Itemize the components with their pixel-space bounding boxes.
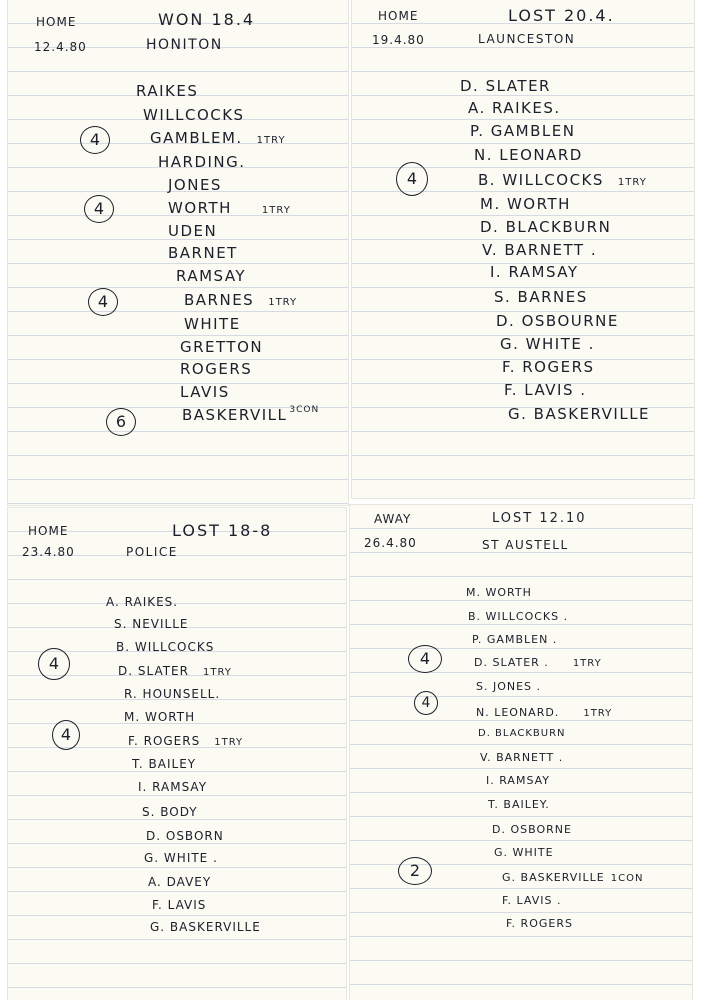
player-name: D. BLACKBURN <box>478 728 566 739</box>
player-name: S. JONES . <box>476 680 542 693</box>
circled-mark: 4 <box>52 720 80 750</box>
player-name: N. LEONARD. <box>476 706 560 719</box>
sheet-venue: AWAY <box>374 512 412 526</box>
player-row <box>118 665 232 678</box>
player-name: I. RAMSAY <box>138 780 208 794</box>
sheet-date: 12.4.80 <box>34 40 87 54</box>
player-row <box>502 895 562 906</box>
team-sheet-police <box>8 508 346 1000</box>
circled-mark: 4 <box>84 195 114 223</box>
player-name: WORTH <box>168 199 232 217</box>
player-row <box>136 84 198 99</box>
sheet-result: WON 18.4 <box>158 10 256 29</box>
player-row <box>152 899 206 911</box>
player-row <box>146 830 224 842</box>
player-name: RAIKES <box>136 82 199 100</box>
player-row <box>180 385 230 400</box>
player-score-note: 1TRY <box>202 667 232 678</box>
player-row <box>480 220 611 235</box>
player-name: RAMSAY <box>176 267 247 285</box>
player-name: BASKERVILL <box>182 406 288 424</box>
player-name: A. DAVEY <box>148 875 212 889</box>
player-name: HARDING. <box>158 153 246 171</box>
player-name: A. RAIKES. <box>468 99 561 117</box>
player-name: D. OSBOURNE <box>496 312 619 330</box>
player-row <box>474 657 602 669</box>
player-row <box>148 876 211 888</box>
player-name: N. LEONARD <box>474 146 583 164</box>
player-name: D. SLATER <box>460 77 551 95</box>
player-row <box>492 824 572 835</box>
player-name: D. SLATER <box>118 664 189 678</box>
sheet-opponent: POLICE <box>126 545 178 559</box>
player-row <box>114 618 189 630</box>
player-row <box>486 775 550 786</box>
player-name: B. WILLCOCKS . <box>468 610 569 623</box>
player-row <box>494 290 588 305</box>
player-row <box>180 340 263 355</box>
circled-mark: 6 <box>106 408 136 436</box>
player-row <box>474 148 583 163</box>
player-row <box>470 124 575 139</box>
player-name: F. ROGERS <box>502 358 595 376</box>
player-row <box>184 293 297 308</box>
sheet-date: 19.4.80 <box>372 33 425 47</box>
team-sheet-st-austell <box>350 505 692 1000</box>
player-row <box>180 362 252 377</box>
player-score-note: 1TRY <box>617 177 647 188</box>
player-row <box>168 246 238 261</box>
player-row <box>468 101 561 116</box>
sheet-venue: HOME <box>378 9 419 23</box>
player-score-note: 3CON <box>289 405 320 415</box>
player-row <box>478 729 566 739</box>
player-name: M. WORTH <box>124 710 196 724</box>
player-name: P. GAMBLEN . <box>472 633 558 646</box>
player-name: JONES <box>168 176 222 194</box>
player-row <box>504 383 587 398</box>
player-name: A. RAIKES. <box>106 595 179 609</box>
player-name: B. WILLCOCKS <box>478 171 604 189</box>
player-name: T. BAILEY <box>132 757 197 771</box>
player-row <box>506 918 573 929</box>
player-row <box>500 337 595 352</box>
player-name: LAVIS <box>180 383 230 401</box>
sheet-opponent: ST AUSTELL <box>482 538 569 552</box>
player-row <box>168 224 217 239</box>
sheet-result: LOST 20.4. <box>508 6 615 25</box>
sheet-result: LOST 18-8 <box>172 521 273 540</box>
player-row <box>124 688 220 700</box>
sheet-venue: HOME <box>36 15 77 29</box>
circled-mark: 2 <box>398 857 432 885</box>
player-name: F. ROGERS <box>506 917 573 930</box>
circled-mark: 4 <box>396 162 428 196</box>
player-score-note: 1TRY <box>214 737 244 748</box>
player-row <box>508 407 650 422</box>
circled-mark: 4 <box>88 288 118 316</box>
player-row <box>128 735 243 748</box>
player-row <box>482 243 597 258</box>
player-row <box>143 108 245 123</box>
player-row <box>168 178 222 193</box>
circled-mark: 4 <box>408 645 442 673</box>
player-name: D. OSBORN <box>146 829 224 843</box>
player-score-note: 1TRY <box>268 297 298 308</box>
player-name: ROGERS <box>180 360 253 378</box>
player-row <box>176 269 246 284</box>
player-name: BARNES <box>184 291 255 309</box>
player-name: F. LAVIS . <box>504 381 587 399</box>
player-name: S. NEVILLE <box>114 617 189 631</box>
player-score-note: 1TRY <box>572 658 602 669</box>
player-row <box>466 587 532 598</box>
circled-mark: 4 <box>38 648 70 680</box>
player-name: G. BASKERVILLE <box>508 405 651 423</box>
player-score-note: 1TRY <box>261 205 291 216</box>
player-row <box>476 707 612 719</box>
player-row <box>150 921 261 933</box>
player-name: V. BARNETT . <box>480 751 564 764</box>
sheet-opponent: LAUNCESTON <box>478 32 576 46</box>
player-name: D. OSBORNE <box>492 823 572 836</box>
player-name: G. BASKERVILLE <box>502 871 605 884</box>
player-name: S. BODY <box>142 805 198 819</box>
player-name: G. WHITE <box>494 846 554 859</box>
player-row <box>116 641 214 653</box>
circled-mark: 4 <box>414 691 438 715</box>
player-name: WILLCOCKS <box>143 106 245 124</box>
player-name: F. LAVIS <box>152 898 207 912</box>
player-name: UDEN <box>168 222 218 240</box>
player-name: G. WHITE . <box>500 335 595 353</box>
player-row <box>168 201 291 216</box>
player-row <box>150 131 286 146</box>
player-name: I. RAMSAY <box>486 774 551 787</box>
player-row <box>472 634 557 645</box>
player-row <box>468 611 568 622</box>
team-sheet-launceston <box>352 0 694 498</box>
player-name: G. BASKERVILLE <box>150 920 261 934</box>
sheet-date: 26.4.80 <box>364 536 417 550</box>
sheet-result: LOST 12.10 <box>492 511 587 526</box>
player-row <box>184 317 241 332</box>
player-name: V. BARNETT . <box>482 241 598 259</box>
player-row <box>182 405 320 424</box>
player-name: I. RAMSAY <box>490 263 579 281</box>
sheet-opponent: HONITON <box>146 37 223 53</box>
player-score-note: 1TRY <box>583 708 613 719</box>
player-name: S. BARNES <box>494 288 588 306</box>
player-row <box>460 79 551 94</box>
player-name: D. BLACKBURN <box>480 218 612 236</box>
player-row <box>144 852 218 864</box>
player-row <box>494 847 554 858</box>
player-row <box>138 781 207 793</box>
player-row <box>488 799 550 810</box>
player-row <box>142 806 198 818</box>
player-row <box>502 360 595 375</box>
player-row <box>480 197 571 212</box>
player-name: F. LAVIS . <box>502 894 562 907</box>
player-name: B. WILLCOCKS <box>116 640 215 654</box>
player-row <box>502 872 643 884</box>
player-name: D. SLATER . <box>474 656 549 669</box>
player-row <box>106 596 178 608</box>
player-name: M. WORTH <box>466 586 532 599</box>
player-name: F. ROGERS <box>128 734 201 748</box>
sheet-date: 23.4.80 <box>22 545 75 559</box>
circled-mark: 4 <box>80 126 110 154</box>
player-row <box>158 155 246 170</box>
player-score-note: 1TRY <box>256 135 286 146</box>
player-row <box>478 173 647 188</box>
player-row <box>480 752 563 763</box>
player-name: G. WHITE . <box>144 851 218 865</box>
player-row <box>476 681 541 692</box>
player-name: M. WORTH <box>480 195 571 213</box>
sheet-venue: HOME <box>28 524 69 538</box>
player-name: WHITE <box>184 315 241 333</box>
player-name: P. GAMBLEN <box>470 122 576 140</box>
player-row <box>490 265 579 280</box>
player-row <box>496 314 619 329</box>
player-name: BARNET <box>168 244 238 262</box>
team-sheet-honiton <box>8 0 348 505</box>
player-row <box>132 758 196 770</box>
player-name: GRETTON <box>180 338 264 356</box>
player-name: GAMBLEM. <box>150 129 243 147</box>
player-name: T. BAILEY. <box>488 798 550 811</box>
player-name: R. HOUNSELL. <box>124 687 221 701</box>
player-score-note: 1CON <box>610 873 644 884</box>
player-row <box>124 711 195 723</box>
